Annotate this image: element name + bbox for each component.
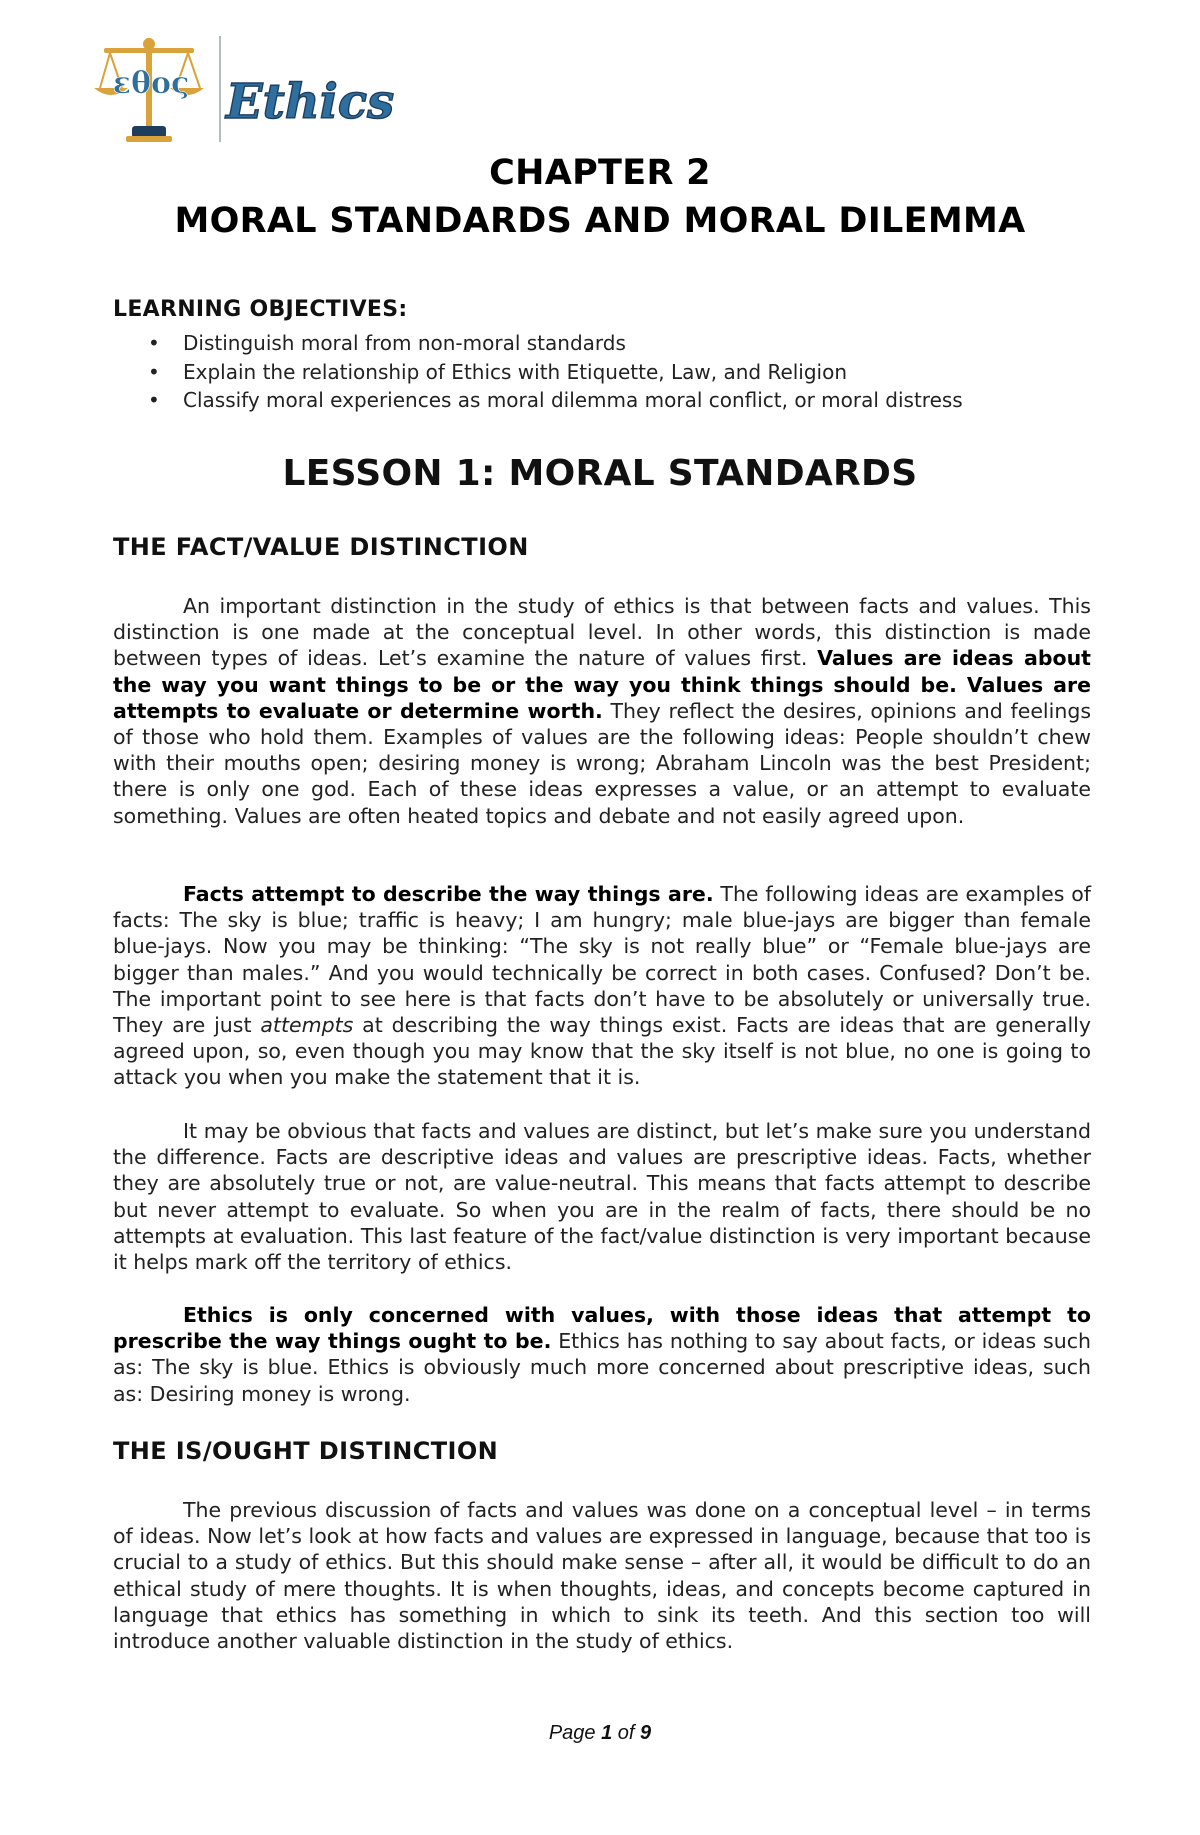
paragraph-text: They reflect the desires, opinions and feelings of those who hold them. Examples of values are the following ideas: People shouldn’t chew with their mouths open; desiring money is wrong; Abraham Lincoln was the best President; there is only one god. Each of these ideas expresses a value, or an attempt to evaluate something. Values are often heated topics and debate and not easily agreed upon. bbox=[113, 698, 1092, 828]
list-item bbox=[113, 358, 963, 387]
objective-text: Explain the relationship of Ethics with Etiquette, Law, and Religion bbox=[183, 359, 848, 384]
paragraph bbox=[113, 1497, 1091, 1654]
list-item bbox=[113, 329, 963, 358]
list-item bbox=[113, 386, 963, 415]
paragraph-text: The following ideas are examples of facts: The sky is blue; traffic is heavy; I am hungry; male blue-jays are bigger than female blue-jays. Now you may be thinking: “The sky is not really blue” or “Female blue-jays are bigger than males.” And you would technically be correct in both cases. Confused? Don’t be. The important point to see here is that facts don’t have to be absolutely or universally true. They are just bbox=[113, 882, 1092, 1038]
section-title-is-ought: THE IS/OUGHT DISTINCTION bbox=[113, 1437, 499, 1465]
paragraph bbox=[113, 881, 1091, 1091]
chapter-number: CHAPTER 2 bbox=[489, 153, 711, 193]
paragraph bbox=[113, 593, 1091, 829]
current-page-number: 1 bbox=[601, 1722, 613, 1744]
paragraph-bold-text: Values are ideas about the way you want things to be or the way you think things should be. Values are attempts to evaluate or determine worth. bbox=[113, 646, 1091, 723]
paragraph-text: The previous discussion of facts and values was done on a conceptual level – in terms of ideas. Now let’s look at how facts and values are expressed in language, because that too is crucial to a study of ethics. But this should make sense – after all, it would be difficult to do an ethical study of mere thoughts. It is when thoughts, ideas, and concepts become captured in language that ethics has something in which to sink its teeth. And this section too will introduce another valuable distinction in the study of ethics. bbox=[113, 1498, 1091, 1654]
ethics-logo bbox=[92, 36, 395, 146]
paragraph bbox=[113, 1302, 1091, 1407]
section-title-fact-value: THE FACT/VALUE DISTINCTION bbox=[113, 533, 529, 561]
chapter-title: MORAL STANDARDS AND MORAL DILEMMA bbox=[174, 201, 1026, 241]
bullet-icon: • bbox=[148, 331, 160, 355]
paragraph-bold-text: Facts attempt to describe the way things are. bbox=[183, 882, 714, 906]
page-footer bbox=[0, 1722, 1200, 1745]
objective-text: Distinguish moral from non-moral standards bbox=[183, 331, 626, 355]
learning-objectives-list bbox=[113, 329, 963, 415]
bullet-icon: • bbox=[148, 388, 160, 412]
bullet-icon: • bbox=[148, 359, 160, 384]
paragraph-italic-text: attempts bbox=[260, 1013, 354, 1038]
page-word: Page bbox=[548, 1722, 596, 1744]
paragraph-bold-text: Ethics is only concerned with values, with those ideas that attempt to prescribe the way things ought to be. bbox=[113, 1303, 1091, 1354]
of-word: of bbox=[617, 1722, 635, 1744]
paragraph-text: An important distinction in the study of ethics is that between facts and values. This distinction is one made at the conceptual level. In other words, this distinction is made between types of ideas. Let’s examine the nature of values first. bbox=[113, 594, 1091, 671]
logo-brand-text: Ethics bbox=[226, 74, 395, 130]
learning-objectives-title: LEARNING OBJECTIVES: bbox=[113, 297, 408, 322]
lesson-title: LESSON 1: MORAL STANDARDS bbox=[282, 453, 918, 494]
total-pages-number: 9 bbox=[640, 1722, 652, 1744]
paragraph-text: It may be obvious that facts and values are distinct, but let’s make sure you understand the difference. Facts are descriptive ideas and values are prescriptive ideas. Facts, whether they are absolutely true or not, are value-neutral. This means that facts attempt to describe but never attempt to evaluate. So when you are in the realm of facts, there should be no attempts at evaluation. This last feature of the fact/value distinction is very important because it helps mark off the territory of ethics. bbox=[113, 1119, 1091, 1275]
paragraph bbox=[113, 1118, 1091, 1275]
scales-of-justice-icon bbox=[92, 36, 395, 146]
logo-greek-text: εθος bbox=[112, 66, 190, 101]
objective-text: Classify moral experiences as moral dilemma moral conflict, or moral distress bbox=[183, 388, 963, 412]
paragraph-text: Ethics has nothing to say about facts, or ideas such as: The sky is blue. Ethics is obviously much more concerned about prescriptive ideas, such as: Desiring money is wrong. bbox=[113, 1329, 1091, 1406]
paragraph-text: at describing the way things exist. Facts are ideas that are generally agreed upon, so, even though you may know that the sky itself is not blue, no one is going to attack you when you make the statement that it is. bbox=[113, 1013, 1091, 1090]
